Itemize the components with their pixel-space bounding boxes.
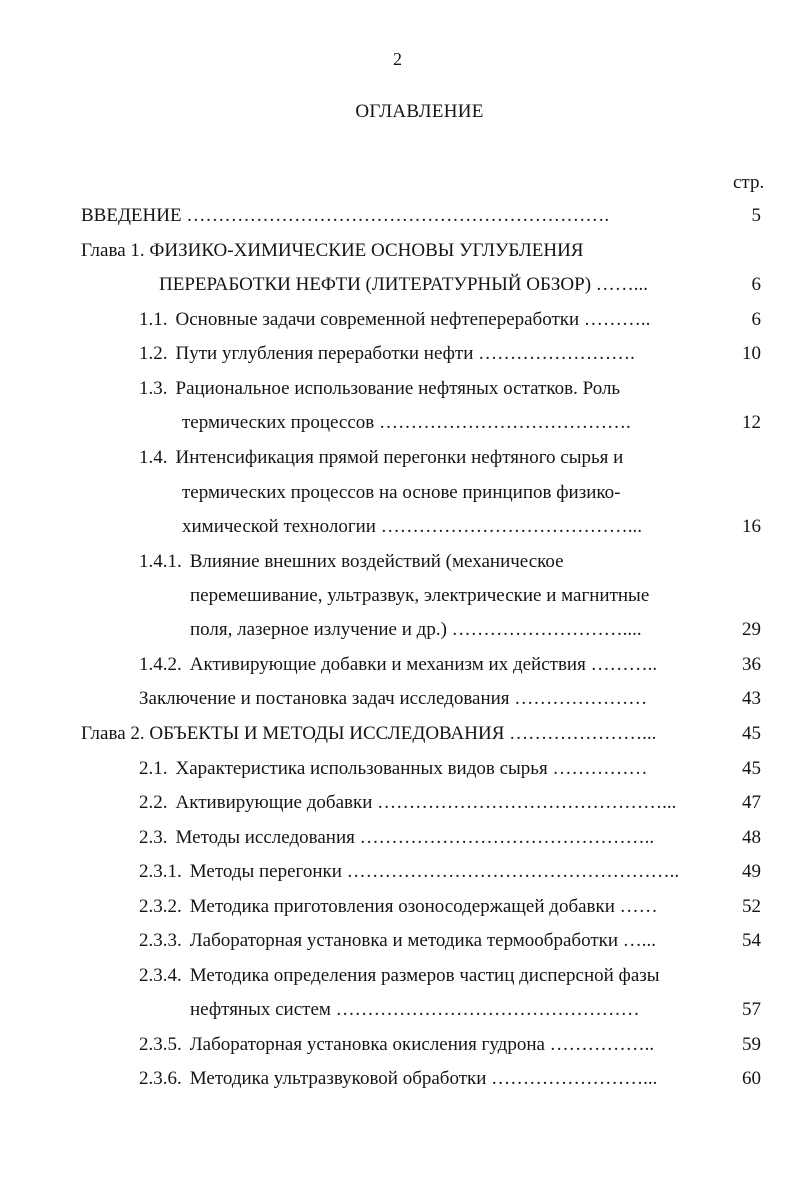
toc-entry-number: 1.3. xyxy=(139,378,168,399)
toc-entry-title: ПЕРЕРАБОТКИ НЕФТИ (ЛИТЕРАТУРНЫЙ ОБЗОР) ……... xyxy=(159,274,649,295)
toc-entry-title: Рациональное использование нефтяных остатков. Роль xyxy=(175,378,621,399)
toc-entry-page: 10 xyxy=(742,343,761,364)
toc-entry-text xyxy=(139,339,705,369)
toc-entry-title: Основные задачи современной нефтепереработки ……….. xyxy=(175,309,651,330)
toc-entry-page: 59 xyxy=(742,1034,761,1055)
page-number: 2 xyxy=(393,49,402,69)
toc-entry-text xyxy=(190,615,705,645)
toc-entry-page: 48 xyxy=(742,827,761,848)
toc-entry xyxy=(0,443,795,473)
toc-entry-text xyxy=(139,374,705,404)
toc-entry xyxy=(0,305,795,335)
toc-entry-title: Глава 1. ФИЗИКО-ХИМИЧЕСКИЕ ОСНОВЫ УГЛУБЛЕНИЯ xyxy=(81,240,584,261)
toc-entry-number: 2.3.6. xyxy=(139,1068,182,1089)
toc-entry-page: 52 xyxy=(742,896,761,917)
toc-entry xyxy=(0,270,795,300)
toc-entry-text xyxy=(139,684,705,714)
toc-entry-text xyxy=(139,788,705,818)
toc-entry-title: перемешивание, ультразвук, электрические и магнитные xyxy=(190,585,650,606)
toc-entry-text xyxy=(139,305,705,335)
toc-entry xyxy=(0,339,795,369)
toc-entry-title: Заключение и постановка задач исследования ………………… xyxy=(139,688,648,709)
toc-entry-page: 43 xyxy=(742,688,761,709)
toc-entry-number: 2.3.2. xyxy=(139,896,182,917)
toc-entry xyxy=(0,926,795,956)
page-column-label: стр. xyxy=(733,172,765,193)
toc-entry xyxy=(0,788,795,818)
toc-entry-number: 1.4. xyxy=(139,447,168,468)
toc-entry-page: 12 xyxy=(742,412,761,433)
toc-entry-text xyxy=(139,823,705,853)
toc-entry-number: 2.3. xyxy=(139,827,168,848)
toc-entry-title: ВВЕДЕНИЕ …………………………………………………………. xyxy=(81,205,610,226)
toc-entry-text xyxy=(139,926,705,956)
toc-entry xyxy=(0,650,795,680)
toc-entry-text xyxy=(139,1064,705,1094)
toc-entry-text xyxy=(139,650,705,680)
toc-entry-text xyxy=(81,236,705,266)
toc-entry-number: 2.2. xyxy=(139,792,168,813)
toc-entry-text xyxy=(81,719,705,749)
toc-entry-text xyxy=(139,547,705,577)
toc-entry-text xyxy=(139,754,705,784)
toc-entry xyxy=(0,892,795,922)
toc-entry xyxy=(0,201,795,231)
toc-entry-page: 54 xyxy=(742,930,761,951)
toc-entry-text xyxy=(139,1030,705,1060)
toc-entry-title: термических процессов …………………………………. xyxy=(182,412,631,433)
toc-entry-title: термических процессов на основе принципов физико- xyxy=(182,482,621,503)
toc-entry-page: 45 xyxy=(742,758,761,779)
toc-entry-title: нефтяных систем ………………………………………… xyxy=(190,999,640,1020)
toc-entry-number: 1.4.2. xyxy=(139,654,182,675)
toc-entry-page: 36 xyxy=(742,654,761,675)
toc-entry xyxy=(0,408,795,438)
toc-entry-title: Методы перегонки …………………………………………….. xyxy=(189,861,680,882)
toc-entry-title: Активирующие добавки и механизм их действия ……….. xyxy=(189,654,658,675)
toc-entry-text xyxy=(139,892,705,922)
toc-entry xyxy=(0,547,795,577)
toc-entry-number: 2.3.4. xyxy=(139,965,182,986)
toc-entry xyxy=(0,581,795,611)
toc-entry xyxy=(0,1064,795,1094)
toc-entry-title: Методика ультразвуковой обработки ……………………... xyxy=(189,1068,658,1089)
toc-entry-title: Активирующие добавки ………………………………………... xyxy=(175,792,677,813)
toc-entry-text xyxy=(182,512,705,542)
toc-entry-number: 2.3.1. xyxy=(139,861,182,882)
toc-entry-number: 2.3.5. xyxy=(139,1034,182,1055)
toc-entry xyxy=(0,236,795,266)
toc-entry-number: 1.1. xyxy=(139,309,168,330)
toc-entry xyxy=(0,719,795,749)
toc-entry-page: 5 xyxy=(751,205,761,226)
toc-entry-text xyxy=(139,961,705,991)
toc-entry-text xyxy=(182,478,705,508)
page-title: ОГЛАВЛЕНИЕ xyxy=(355,101,484,122)
toc-entry xyxy=(0,374,795,404)
toc-entry-text xyxy=(159,270,705,300)
toc-entry xyxy=(0,754,795,784)
toc-entry-text xyxy=(139,857,705,887)
toc-entry-title: Глава 2. ОБЪЕКТЫ И МЕТОДЫ ИССЛЕДОВАНИЯ …………………... xyxy=(81,723,657,744)
toc-entry-title: Лабораторная установка и методика термообработки …... xyxy=(189,930,657,951)
toc-entry-title: Характеристика использованных видов сырья …………… xyxy=(175,758,648,779)
toc-entry-title: поля, лазерное излучение и др.) ……………………….... xyxy=(190,619,642,640)
toc-entry-page: 6 xyxy=(751,274,761,295)
toc-entry xyxy=(0,478,795,508)
toc-entry-page: 49 xyxy=(742,861,761,882)
toc-entry xyxy=(0,995,795,1025)
toc-entry-title: Методика определения размеров частиц дисперсной фазы xyxy=(189,965,660,986)
toc-entry-number: 2.1. xyxy=(139,758,168,779)
toc-entry-text xyxy=(81,201,705,231)
toc-entry-page: 6 xyxy=(751,309,761,330)
toc-entry-text xyxy=(190,995,705,1025)
toc-entry-title: Лабораторная установка окисления гудрона …………….. xyxy=(189,1034,655,1055)
toc-entry xyxy=(0,961,795,991)
toc-entry xyxy=(0,512,795,542)
toc-entry-title: Пути углубления переработки нефти ……………………. xyxy=(175,343,635,364)
toc-entry-number: 1.2. xyxy=(139,343,168,364)
toc-entry-page: 60 xyxy=(742,1068,761,1089)
toc-entry-text xyxy=(182,408,705,438)
toc-entry-page: 16 xyxy=(742,516,761,537)
toc-entry-text xyxy=(190,581,705,611)
toc-entry-text xyxy=(139,443,705,473)
toc-entry-page: 57 xyxy=(742,999,761,1020)
toc-entry-number: 1.4.1. xyxy=(139,551,182,572)
toc-entry-page: 29 xyxy=(742,619,761,640)
toc-entry xyxy=(0,857,795,887)
toc-entry-title: Интенсификация прямой перегонки нефтяного сырья и xyxy=(175,447,624,468)
toc-entry-title: Методика приготовления озоносодержащей добавки …… xyxy=(189,896,658,917)
toc-entry xyxy=(0,615,795,645)
toc-entry-title: Методы исследования ……………………………………….. xyxy=(175,827,655,848)
toc-entry-page: 45 xyxy=(742,723,761,744)
toc-entry-page: 47 xyxy=(742,792,761,813)
toc-entry-title: химической технологии …………………………………... xyxy=(182,516,642,537)
toc-entry xyxy=(0,1030,795,1060)
toc-entry-number: 2.3.3. xyxy=(139,930,182,951)
toc-entry xyxy=(0,823,795,853)
toc-entry-title: Влияние внешних воздействий (механическое xyxy=(189,551,564,572)
toc-entry xyxy=(0,684,795,714)
